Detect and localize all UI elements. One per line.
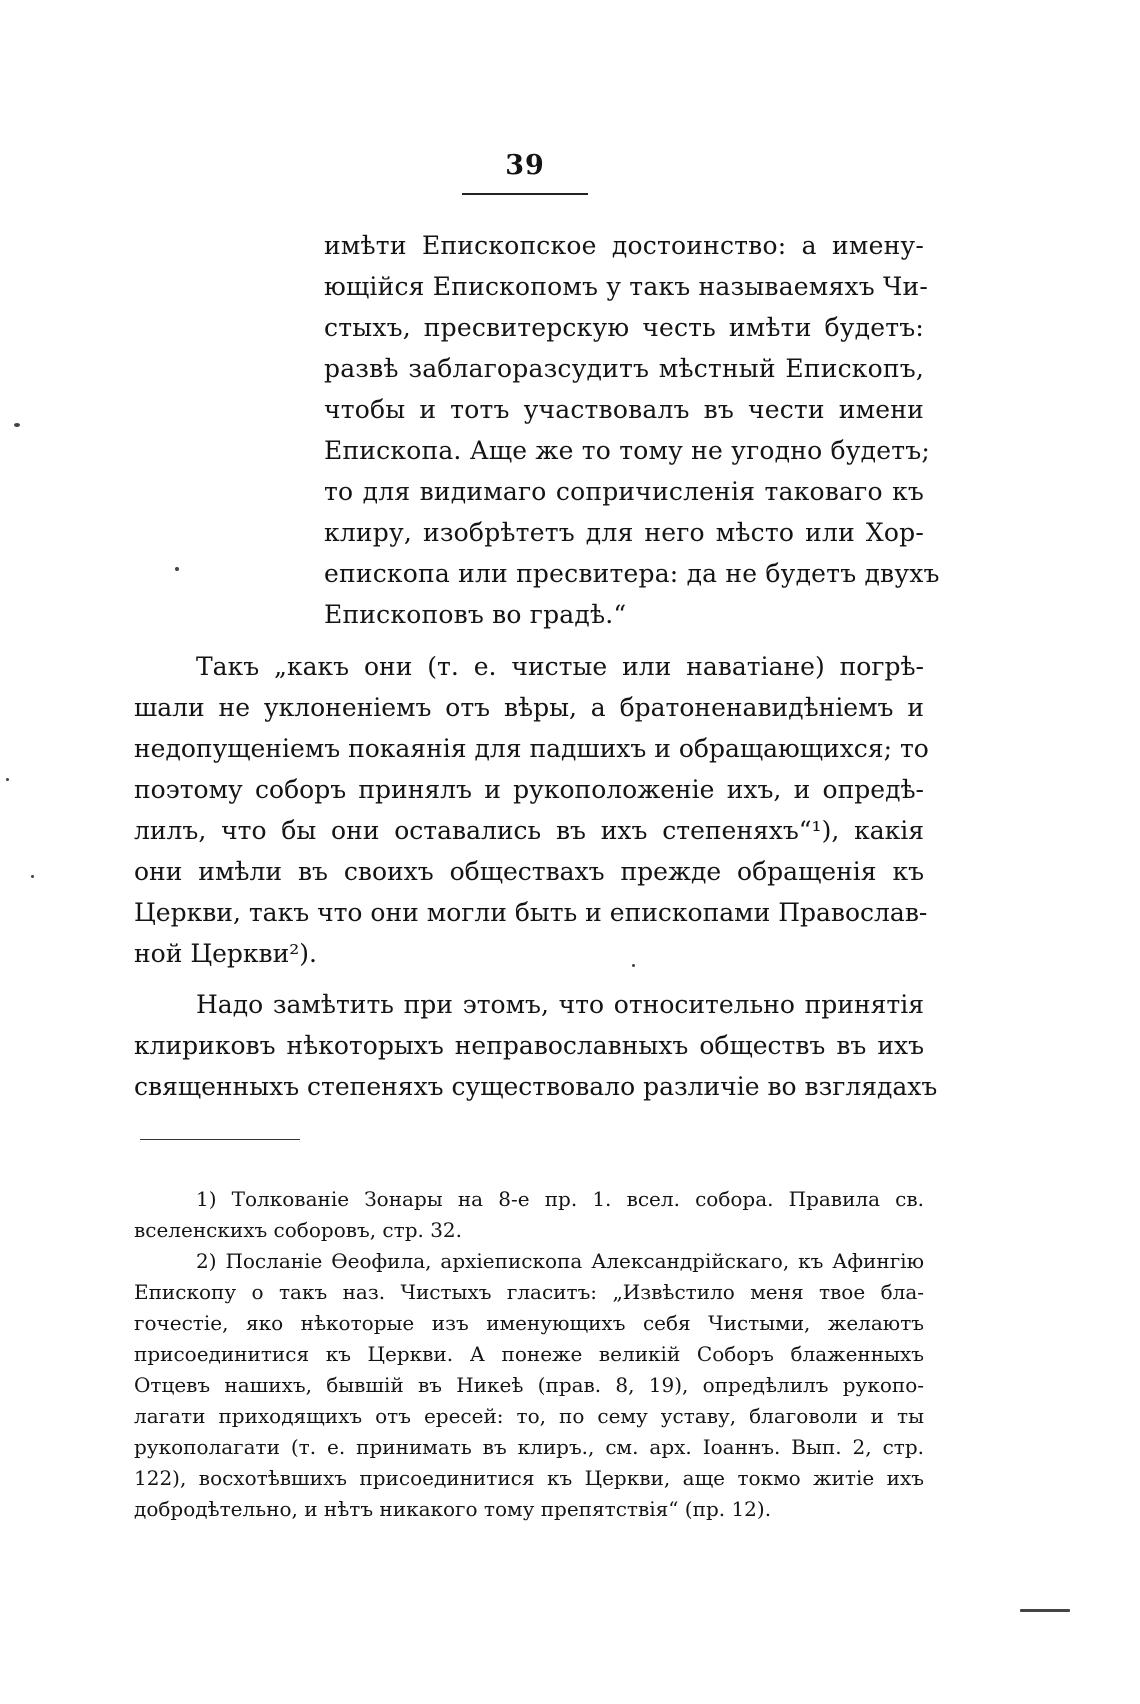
footnote-1 <box>134 1184 924 1246</box>
footnote-line: добродѣтельно, и нѣтъ никакого тому препятствія“ (пр. 12). <box>134 1497 772 1521</box>
scan-speck <box>632 964 635 967</box>
body-line: они имѣли въ своихъ обществахъ прежде обращенія къ <box>134 857 924 886</box>
footnote-line: рукополагати (т. е. принимать въ клиръ., см. арх. Іоаннъ. Вып. 2, стр. <box>134 1435 924 1459</box>
footnote-line: 122), восхотѣвшихъ присоединитися къ Церкви, аще токмо житіе ихъ <box>134 1466 924 1490</box>
quote-line: ющійся Епископомъ у такъ называемяхъ Чи- <box>324 272 928 301</box>
body-line: лилъ, что бы они оставались въ ихъ степеняхъ“¹), какія <box>134 816 924 845</box>
footnote-line: Отцевъ нашихъ, бывшій въ Никеѣ (прав. 8, 19), опредѣлилъ рукопо- <box>134 1373 924 1397</box>
body-line: Надо замѣтить при этомъ, что относительно принятія <box>196 990 924 1019</box>
scan-speck <box>6 778 9 781</box>
body-paragraph-1 <box>134 646 929 974</box>
body-line: недопущеніемъ покаянія для падшихъ и обращающихся; то <box>134 734 929 763</box>
footnote-line: 2) Посланіе Ѳеофила, архіепископа Александрійскаго, къ Афингію <box>196 1249 924 1273</box>
quote-line: имѣти Епископское достоинство: а имену- <box>324 231 924 260</box>
scan-speck <box>1020 1609 1070 1612</box>
page-number-rule <box>462 193 588 195</box>
footnote-line: Епископу о такъ наз. Чистыхъ гласитъ: „Извѣстило меня твое бла- <box>134 1280 924 1304</box>
footnote-line: лагати приходящихъ отъ ересей: то, по сему уставу, благоволи и ты <box>134 1404 924 1428</box>
body-paragraph-2 <box>134 984 938 1107</box>
footnote-line: присоединитися къ Церкви. А понеже великій Соборъ блаженныхъ <box>134 1342 924 1366</box>
body-line: Такъ „какъ они (т. е. чистые или наватіане) погрѣ- <box>196 652 924 681</box>
quote-line: развѣ заблагоразсудитъ мѣстный Епископъ, <box>324 354 924 383</box>
quote-line: клиру, изобрѣтетъ для него мѣсто или Хор- <box>324 518 924 547</box>
footnote-line: гочестіе, яко нѣкоторые изъ именующихъ себя Чистыми, желаютъ <box>134 1311 924 1335</box>
quote-line: стыхъ, пресвитерскую честь имѣти будетъ: <box>324 313 924 342</box>
scan-speck <box>14 423 20 427</box>
footnote-2 <box>134 1246 924 1525</box>
body-line: Церкви, такъ что они могли быть и епископами Православ- <box>134 898 928 927</box>
body-line: клириковъ нѣкоторыхъ неправославныхъ обществъ въ ихъ <box>134 1031 924 1060</box>
page-number: 39 <box>505 150 545 181</box>
footnote-line: вселенскихъ соборовъ, стр. 32. <box>134 1218 463 1242</box>
quote-line: епископа или пресвитера: да не будетъ двухъ <box>324 559 940 588</box>
footnotes <box>134 1184 924 1525</box>
quote-line: Епископовъ во градѣ.“ <box>324 600 627 629</box>
scan-speck <box>31 875 34 878</box>
quote-line: Епископа. Аще же то тому не угодно будетъ; <box>324 436 931 465</box>
quoted-canon-text <box>324 225 940 635</box>
footnote-separator <box>140 1139 300 1140</box>
body-line: поэтому соборъ принялъ и рукоположеніе ихъ, и опредѣ- <box>134 775 924 804</box>
footnote-line: 1) Толкованіе Зонары на 8-е пр. 1. всел. собора. Правила св. <box>196 1187 924 1211</box>
scan-speck <box>175 567 179 571</box>
quote-line: то для видимаго сопричисленія таковаго къ <box>324 477 924 506</box>
quote-line: чтобы и тотъ участвовалъ въ чести имени <box>324 395 924 424</box>
body-line: священныхъ степеняхъ существовало различіе во взглядахъ <box>134 1072 938 1101</box>
body-line: ной Церкви²). <box>134 939 318 968</box>
body-line: шали не уклоненіемъ отъ вѣры, а братоненавидѣніемъ и <box>134 693 924 722</box>
